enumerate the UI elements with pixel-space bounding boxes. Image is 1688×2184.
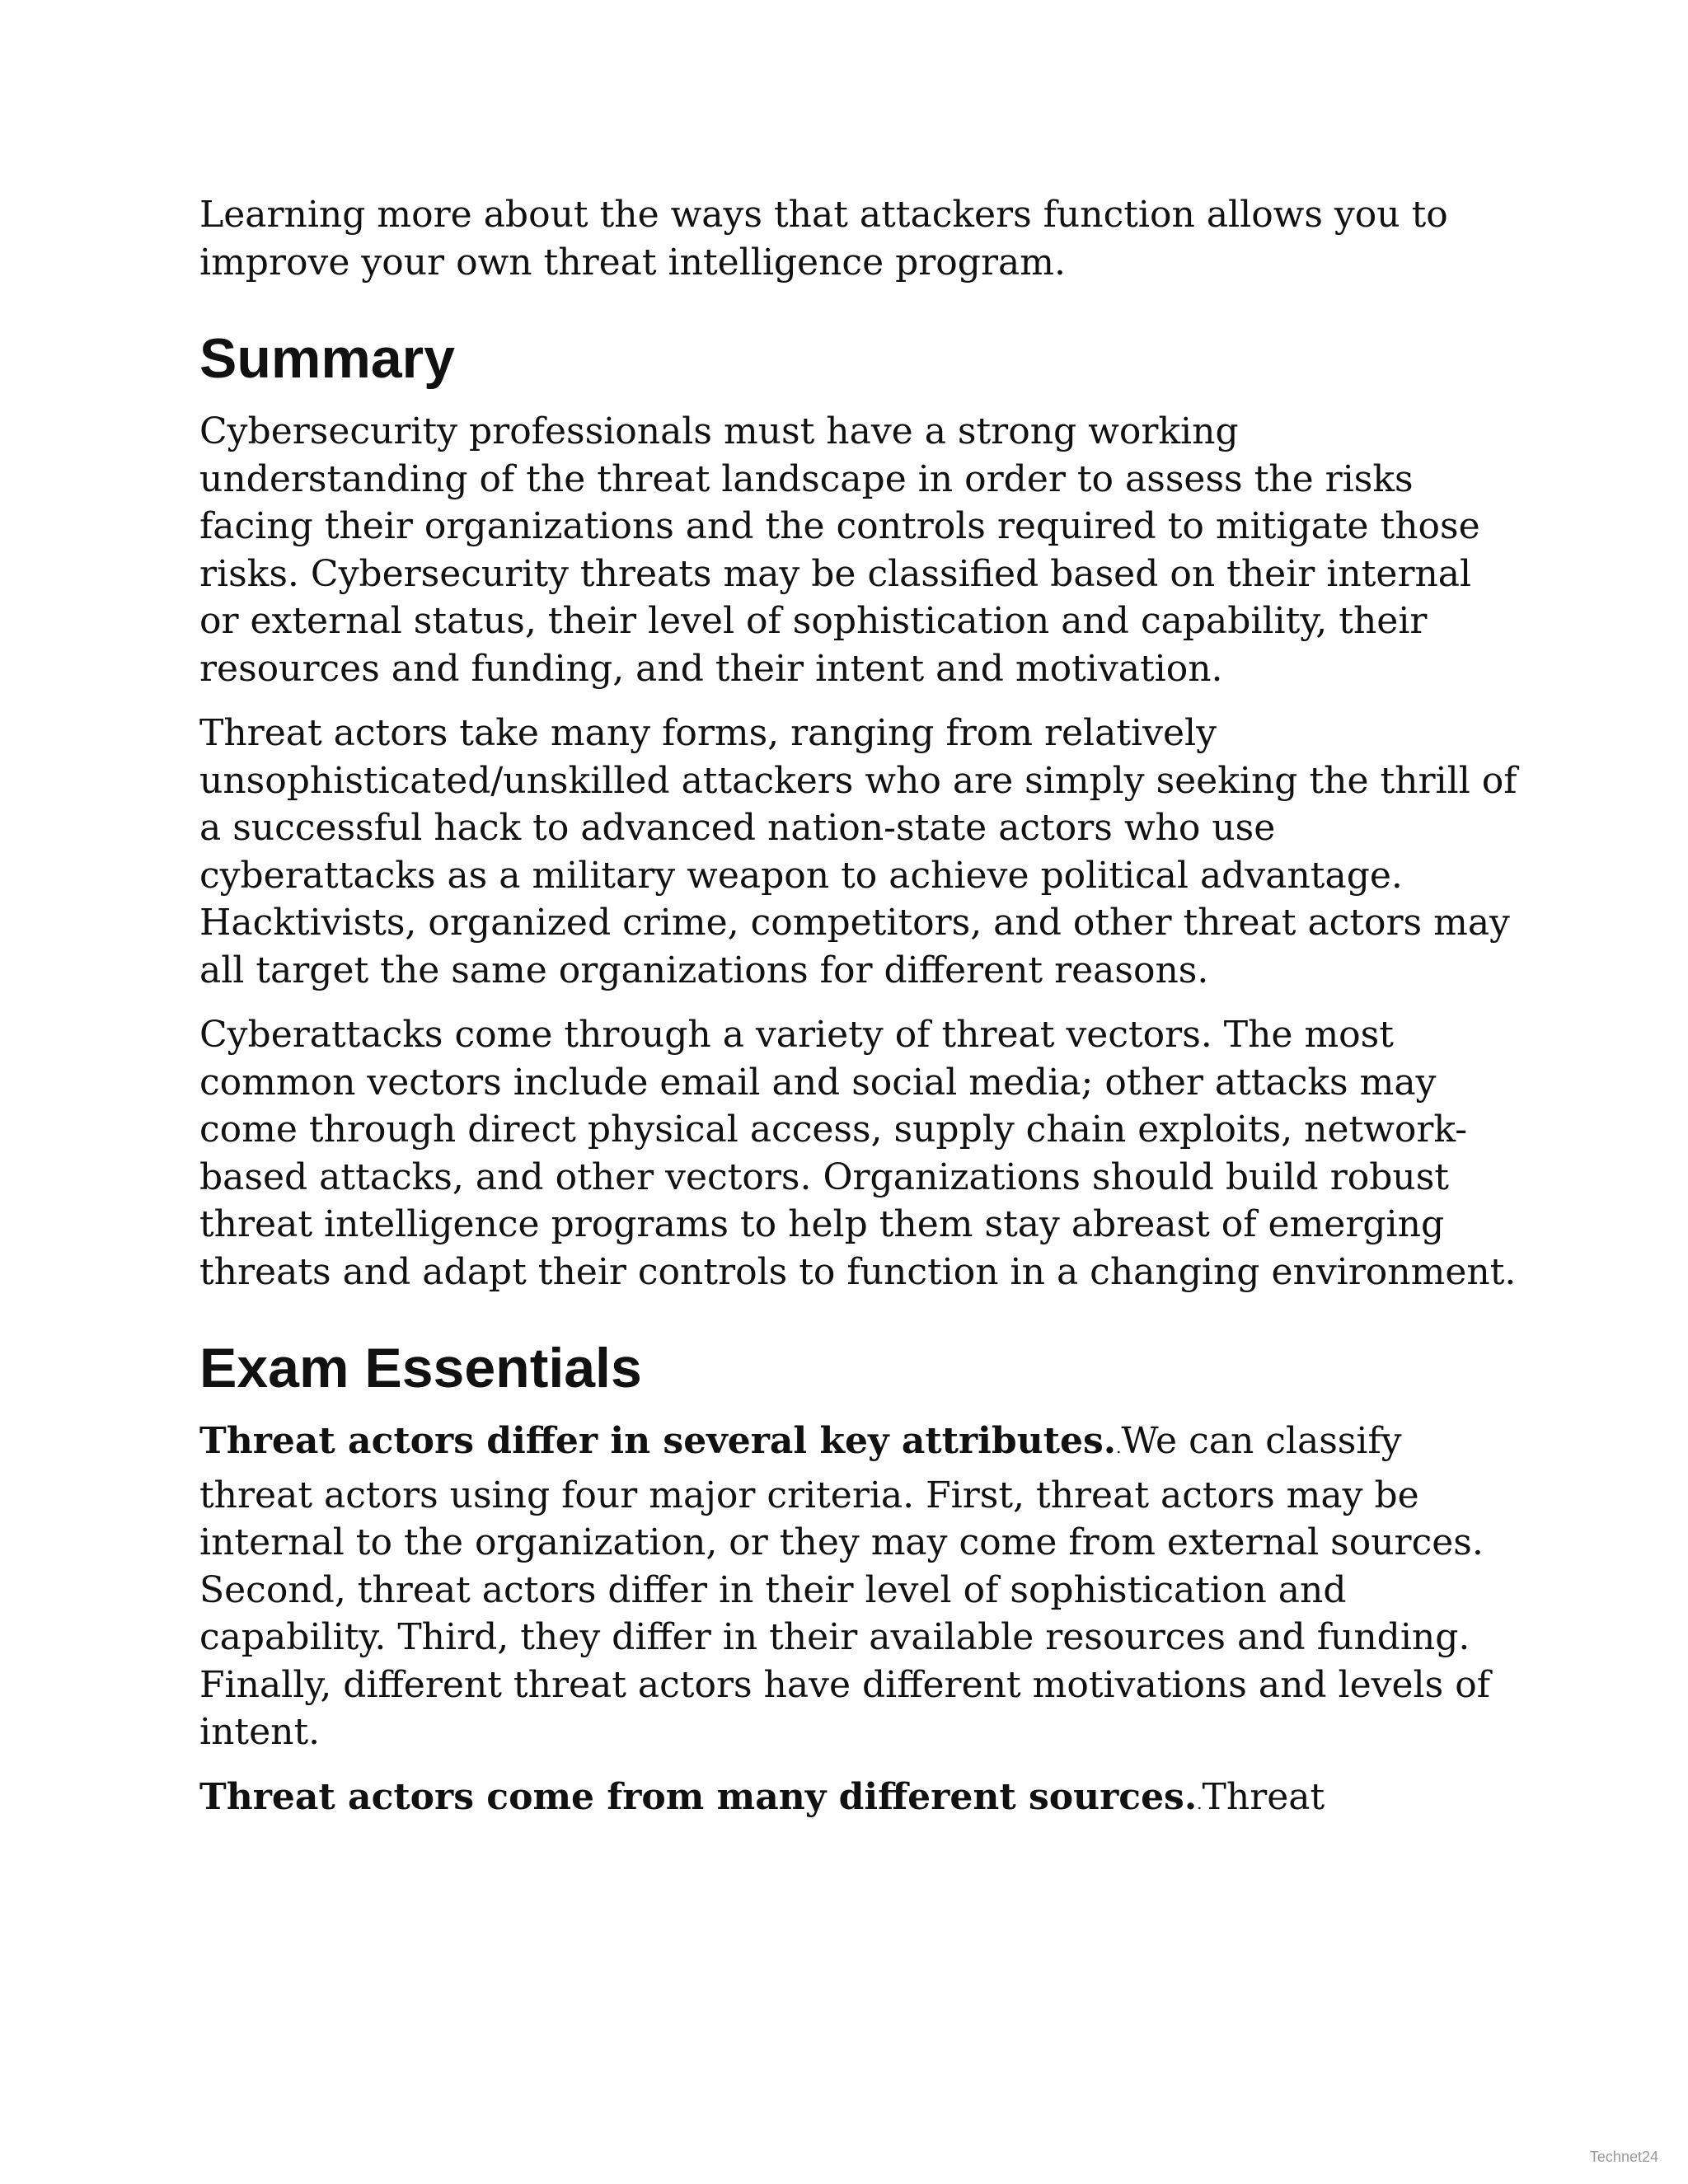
- essential-separator-1: .: [1116, 1437, 1122, 1457]
- intro-paragraph: Learning more about the ways that attackers function allows you to improve your own threat intelligence program.: [199, 194, 1448, 284]
- essential-body-2: Threat: [1202, 1775, 1325, 1818]
- essential-lead-1: Threat actors differ in several key attributes.: [199, 1420, 1117, 1462]
- watermark-text: Technet24: [1589, 2149, 1658, 2165]
- essential-item-2: [199, 1774, 1518, 1828]
- essential-body-1: We can classify threat actors using four major criteria. First, threat actors may be internal to the organization, or they may come from external sources. Second, threat actors differ in their level of sophistication and capability. Third, they differ in their available resources and funding. Finally, different threat actors have different motivations and levels of intent.: [199, 1420, 1490, 1753]
- summary-heading: Summary: [199, 327, 455, 390]
- summary-paragraph-3: Cyberattacks come through a variety of threat vectors. The most common vectors include email and social media; other attacks may come through direct physical access, supply chain exploits, network-based attacks, and other vectors. Organizations should build robust threat intelligence programs to help them stay abreast of emerging threats and adapt their controls to function in a changing environment.: [199, 1014, 1517, 1293]
- essential-item-1: [199, 1418, 1518, 1756]
- document-page: [199, 191, 1518, 1844]
- exam-essentials-heading: Exam Essentials: [199, 1337, 642, 1399]
- summary-paragraph-2: Threat actors take many forms, ranging from relatively unsophisticated/unskilled attackers who are simply seeking the thrill of a successful hack to advanced nation-state actors who use cyberattacks as a military weapon to achieve political advantage. Hacktivists, organized crime, competitors, and other threat actors may all target the same organizations for different reasons.: [199, 712, 1517, 991]
- essential-separator-2: .: [1197, 1793, 1203, 1813]
- summary-paragraph-1: Cybersecurity professionals must have a strong working understanding of the threat landscape in order to assess the risks facing their organizations and the controls required to mitigate those risks. Cybersecurity threats may be classified based on their internal or external status, their level of sophistication and capability, their resources and funding, and their intent and motivation.: [199, 410, 1480, 690]
- essential-lead-2: Threat actors come from many different sources.: [199, 1775, 1198, 1818]
